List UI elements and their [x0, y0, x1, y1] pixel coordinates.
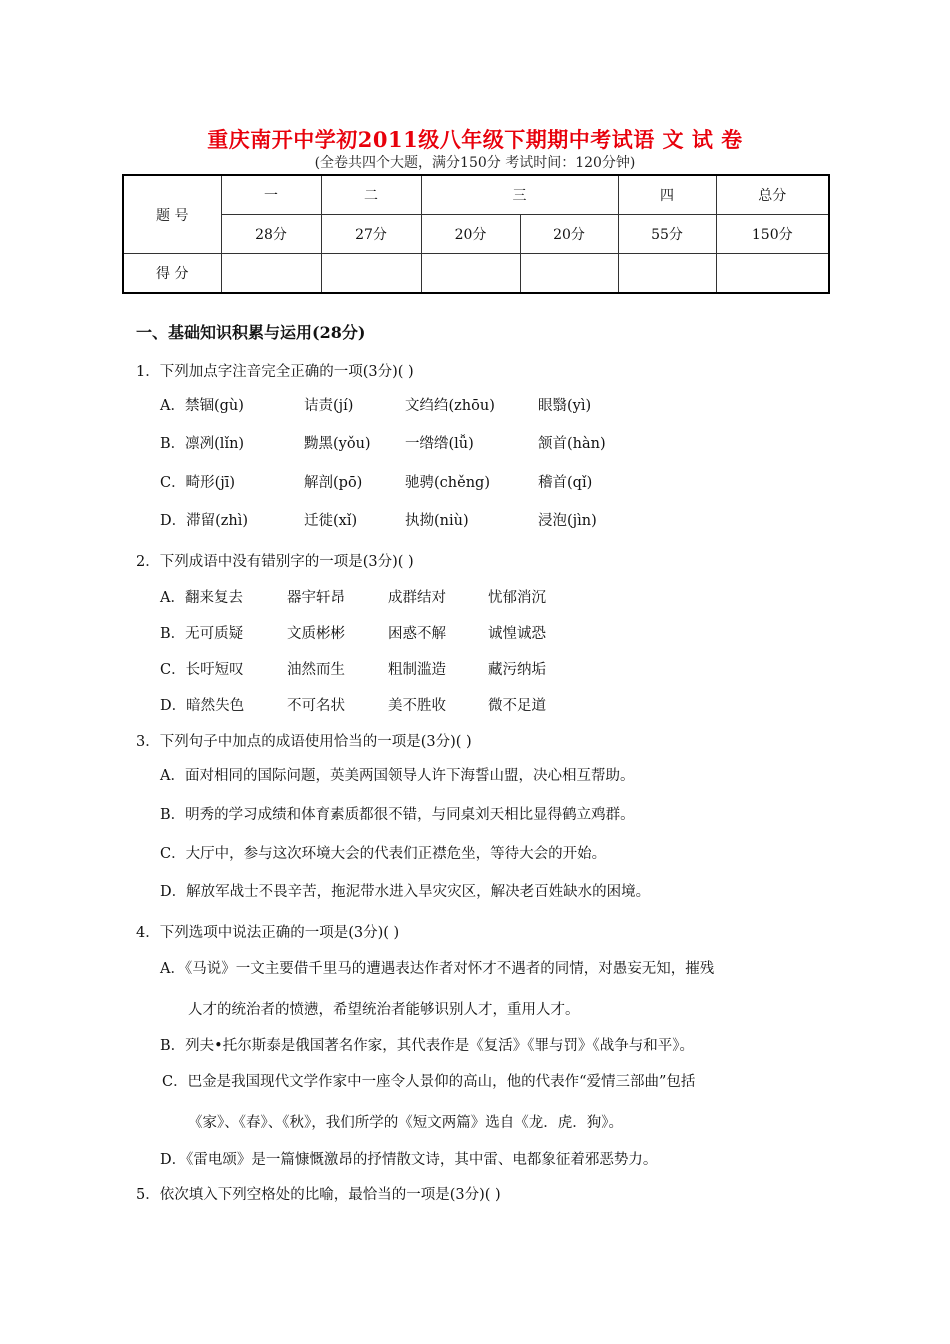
score-cell: [221, 254, 321, 294]
option-item: 驰骋(chěng): [405, 475, 490, 491]
option-item: B．无可质疑: [160, 626, 244, 642]
option-item: 迁徙(xǐ): [304, 513, 358, 529]
option-item: 文绉绉(zhōu): [405, 398, 495, 414]
score-cell: [421, 254, 520, 294]
option-item: 诘责(jí): [304, 398, 354, 414]
option-item: 美不胜收: [388, 698, 446, 714]
option-item: 忧郁消沉: [488, 590, 546, 606]
part-header: 二: [321, 175, 421, 215]
question-3-option-c: C．大厅中，参与这次环境大会的代表们正襟危坐，等待大会的开始。: [160, 846, 607, 862]
option-item: 粗制滥造: [388, 662, 446, 678]
option-item: 文质彬彬: [287, 626, 345, 642]
option-item: 执拗(niù): [405, 513, 469, 529]
question-1-stem: 1．下列加点字注音完全正确的一项(3分)( ): [136, 364, 414, 380]
part-points: 20分: [421, 215, 520, 254]
part-header: 总分: [716, 175, 829, 215]
score-cell: [618, 254, 716, 294]
exam-subtitle: (全卷共四个大题，满分150分 考试时间：120分钟): [314, 155, 636, 171]
option-item: 稽首(qǐ): [538, 475, 593, 491]
option-item: 黝黑(yǒu): [304, 436, 371, 452]
question-4-option-b: B．列夫•托尔斯泰是俄国著名作家，其代表作是《复活》《罪与罚》《战争与和平》。: [160, 1038, 694, 1054]
part-points: 150分: [716, 215, 829, 254]
option-item: C．长吁短叹: [160, 662, 244, 678]
part-points: 20分: [520, 215, 618, 254]
question-4-option-a-cont: 人才的统治者的愤懑，希望统治者能够识别人才，重用人才。: [188, 1002, 580, 1018]
option-item: D．暗然失色: [160, 698, 245, 714]
part-points: 55分: [618, 215, 716, 254]
option-item: 解剖(pō): [304, 475, 363, 491]
question-3-stem: 3．下列句子中加点的成语使用恰当的一项是(3分)( ): [136, 734, 472, 750]
part-header: 三: [421, 175, 618, 215]
option-item: 眼翳(yì): [538, 398, 592, 414]
option-item: 油然而生: [287, 662, 345, 678]
row-label-number: 题 号: [123, 175, 221, 254]
option-item: 颔首(hàn): [538, 436, 606, 452]
question-3-option-d: D．解放军战士不畏辛苦，拖泥带水进入旱灾灾区，解决老百姓缺水的困境。: [160, 884, 651, 900]
question-4-option-a: A．《马说》一文主要借千里马的遭遇表达作者对怀才不遇者的同情，对愚妄无知，摧残: [160, 961, 715, 977]
option-item: 器宇轩昂: [287, 590, 345, 606]
question-3-option-a: A．面对相同的国际问题，英美两国领导人许下海誓山盟，决心相互帮助。: [160, 768, 635, 784]
question-4-option-c: C．巴金是我国现代文学作家中一座令人景仰的高山，他的代表作“爱情三部曲”包括: [162, 1074, 696, 1090]
question-4-stem: 4．下列选项中说法正确的一项是(3分)( ): [136, 925, 400, 941]
option-item: 微不足道: [488, 698, 546, 714]
part-points: 28分: [221, 215, 321, 254]
option-item: 浸泡(jìn): [538, 513, 597, 529]
score-cell: [321, 254, 421, 294]
score-table: [122, 174, 830, 294]
option-item: D．滞留(zhì): [160, 513, 249, 529]
part-header: 一: [221, 175, 321, 215]
score-cell: [520, 254, 618, 294]
option-item: 困惑不解: [388, 626, 446, 642]
part-points: 27分: [321, 215, 421, 254]
option-item: 藏污纳垢: [488, 662, 546, 678]
option-item: A．禁锢(gù): [160, 398, 244, 414]
question-3-option-b: B．明秀的学习成绩和体育素质都很不错，与同桌刘天相比显得鹤立鸡群。: [160, 807, 635, 823]
part-header: 四: [618, 175, 716, 215]
score-cell: [716, 254, 829, 294]
question-4-option-c-cont: 《家》、《春》、《秋》，我们所学的《短文两篇》选自《龙．虎．狗》。: [188, 1115, 623, 1131]
option-item: 一绺绺(lǚ): [405, 436, 474, 452]
option-item: 诚惶诚恐: [488, 626, 546, 642]
option-item: 成群结对: [388, 590, 446, 606]
exam-title: 重庆南开中学初2011级八年级下期期中考试语 文 试 卷: [207, 127, 743, 152]
option-item: C．畸形(jī): [160, 475, 236, 491]
question-4-option-d: D．《雷电颂》是一篇慷慨激昂的抒情散文诗，其中雷、电都象征着邪恶势力。: [160, 1152, 658, 1168]
option-item: B．凛冽(lǐn): [160, 436, 245, 452]
row-label-score: 得 分: [123, 254, 221, 294]
option-item: A．翻来复去: [160, 590, 243, 606]
question-5-stem: 5．依次填入下列空格处的比喻，最恰当的一项是(3分)( ): [136, 1187, 501, 1203]
section-heading: 一、基础知识积累与运用(28分): [136, 323, 366, 342]
option-item: 不可名状: [287, 698, 345, 714]
question-2-stem: 2．下列成语中没有错别字的一项是(3分)( ): [136, 554, 414, 570]
